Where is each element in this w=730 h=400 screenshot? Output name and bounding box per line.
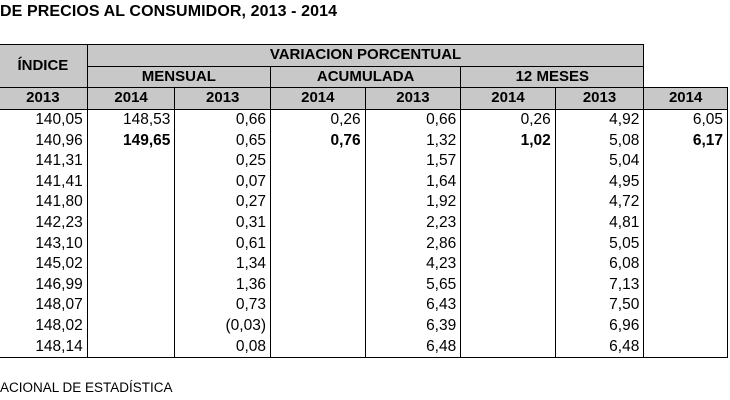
year-header: 2013: [555, 88, 644, 110]
table-cell: [271, 233, 366, 254]
table-cell: 6,05: [644, 109, 728, 130]
table-cell: [461, 233, 556, 254]
table-cell: [644, 316, 728, 337]
table-cell: 143,10: [0, 233, 87, 254]
table-cell: 0,66: [175, 109, 271, 130]
year-header: 2014: [271, 88, 366, 110]
table-cell: [87, 172, 175, 193]
table-cell: 2,86: [365, 233, 461, 254]
table-cell: 5,08: [555, 130, 644, 151]
table-cell: [644, 233, 728, 254]
table-cell: 0,73: [175, 295, 271, 316]
table-cell: [644, 192, 728, 213]
table-cell: [271, 213, 366, 234]
table-cell: [461, 213, 556, 234]
table-cell: 148,53: [87, 109, 175, 130]
table-cell: 148,14: [0, 336, 87, 357]
table-row: [0, 254, 728, 275]
table-title: DE PRECIOS AL CONSUMIDOR, 2013 - 2014: [0, 3, 338, 20]
table-cell: [461, 172, 556, 193]
table-cell: [461, 295, 556, 316]
table-row: [0, 109, 728, 130]
table-cell: 7,13: [555, 275, 644, 296]
cpi-table: [0, 44, 728, 358]
table-cell: [461, 275, 556, 296]
table-cell: [87, 275, 175, 296]
table-cell: [87, 192, 175, 213]
table-cell: 0,08: [175, 336, 271, 357]
table-cell: 6,48: [555, 336, 644, 357]
table-cell: 5,04: [555, 151, 644, 172]
acumulada-header: ACUMULADA: [271, 66, 461, 88]
table-cell: [461, 254, 556, 275]
table-row: [0, 233, 728, 254]
variacion-header: VARIACION PORCENTUAL: [87, 45, 644, 67]
table-cell: [271, 336, 366, 357]
table-cell: 0,25: [175, 151, 271, 172]
year-header: 2014: [87, 88, 175, 110]
table-cell: 142,23: [0, 213, 87, 234]
table-cell: 1,36: [175, 275, 271, 296]
table-row: [0, 316, 728, 337]
table-cell: [461, 151, 556, 172]
header-row-groups: [0, 66, 728, 88]
table-row: [0, 336, 728, 357]
table-cell: 146,99: [0, 275, 87, 296]
table-cell: 0,66: [365, 109, 461, 130]
table-cell: [644, 295, 728, 316]
table-cell: [271, 254, 366, 275]
table-cell: 6,08: [555, 254, 644, 275]
table-cell: [87, 336, 175, 357]
table-cell: 6,17: [644, 130, 728, 151]
table-cell: [271, 275, 366, 296]
table-cell: 1,32: [365, 130, 461, 151]
table-cell: [644, 336, 728, 357]
table-cell: [87, 151, 175, 172]
year-header: 2013: [0, 88, 87, 110]
table-cell: [644, 151, 728, 172]
table-cell: 4,72: [555, 192, 644, 213]
table-cell: 141,41: [0, 172, 87, 193]
table-cell: 0,26: [461, 109, 556, 130]
table-cell: [271, 172, 366, 193]
table-cell: 0,65: [175, 130, 271, 151]
table-cell: 140,96: [0, 130, 87, 151]
year-header: 2013: [365, 88, 461, 110]
table-cell: 4,23: [365, 254, 461, 275]
year-header: 2014: [461, 88, 556, 110]
table-cell: 4,81: [555, 213, 644, 234]
table-cell: 140,05: [0, 109, 87, 130]
table-cell: [87, 254, 175, 275]
table-cell: [87, 316, 175, 337]
table-row: [0, 172, 728, 193]
table-cell: [644, 172, 728, 193]
table-cell: [461, 316, 556, 337]
table-cell: 6,96: [555, 316, 644, 337]
doce-meses-header: 12 MESES: [461, 66, 644, 88]
table-cell: [644, 213, 728, 234]
table-cell: [87, 233, 175, 254]
table-cell: 0,07: [175, 172, 271, 193]
table-cell: 141,31: [0, 151, 87, 172]
table-cell: [271, 151, 366, 172]
table-cell: 4,95: [555, 172, 644, 193]
table-cell: [271, 295, 366, 316]
table-cell: [644, 275, 728, 296]
table-cell: 7,50: [555, 295, 644, 316]
table-row: [0, 295, 728, 316]
mensual-header: MENSUAL: [87, 66, 270, 88]
table-cell: 148,02: [0, 316, 87, 337]
table-cell: [87, 295, 175, 316]
table-cell: 5,05: [555, 233, 644, 254]
table-cell: 148,07: [0, 295, 87, 316]
table-cell: 1,02: [461, 130, 556, 151]
table-cell: 4,92: [555, 109, 644, 130]
table-cell: 6,48: [365, 336, 461, 357]
table-cell: 1,57: [365, 151, 461, 172]
table-cell: 0,31: [175, 213, 271, 234]
table-row: [0, 275, 728, 296]
table-cell: 6,39: [365, 316, 461, 337]
header-row-top: [0, 45, 728, 67]
table-cell: 145,02: [0, 254, 87, 275]
table-cell: 1,92: [365, 192, 461, 213]
table-cell: (0,03): [175, 316, 271, 337]
table-cell: 0,61: [175, 233, 271, 254]
year-header: 2013: [175, 88, 271, 110]
table-row: [0, 151, 728, 172]
source-footer: ACIONAL DE ESTADÍSTICA: [0, 380, 173, 395]
table-row: [0, 213, 728, 234]
table-cell: [271, 316, 366, 337]
table-cell: [87, 213, 175, 234]
table-cell: [461, 336, 556, 357]
table-row: [0, 130, 728, 151]
table-cell: 2,23: [365, 213, 461, 234]
table-cell: [461, 192, 556, 213]
year-header: 2014: [644, 88, 728, 110]
table-cell: [644, 254, 728, 275]
table-cell: 141,80: [0, 192, 87, 213]
table-cell: 1,64: [365, 172, 461, 193]
header-row-years: [0, 88, 728, 110]
indice-header: ÍNDICE: [0, 45, 87, 88]
table-cell: 0,76: [271, 130, 366, 151]
table-cell: 1,34: [175, 254, 271, 275]
table-cell: 5,65: [365, 275, 461, 296]
table-cell: 0,26: [271, 109, 366, 130]
table-row: [0, 192, 728, 213]
table-cell: 6,43: [365, 295, 461, 316]
table-cell: 149,65: [87, 130, 175, 151]
table-cell: [271, 192, 366, 213]
table-cell: 0,27: [175, 192, 271, 213]
